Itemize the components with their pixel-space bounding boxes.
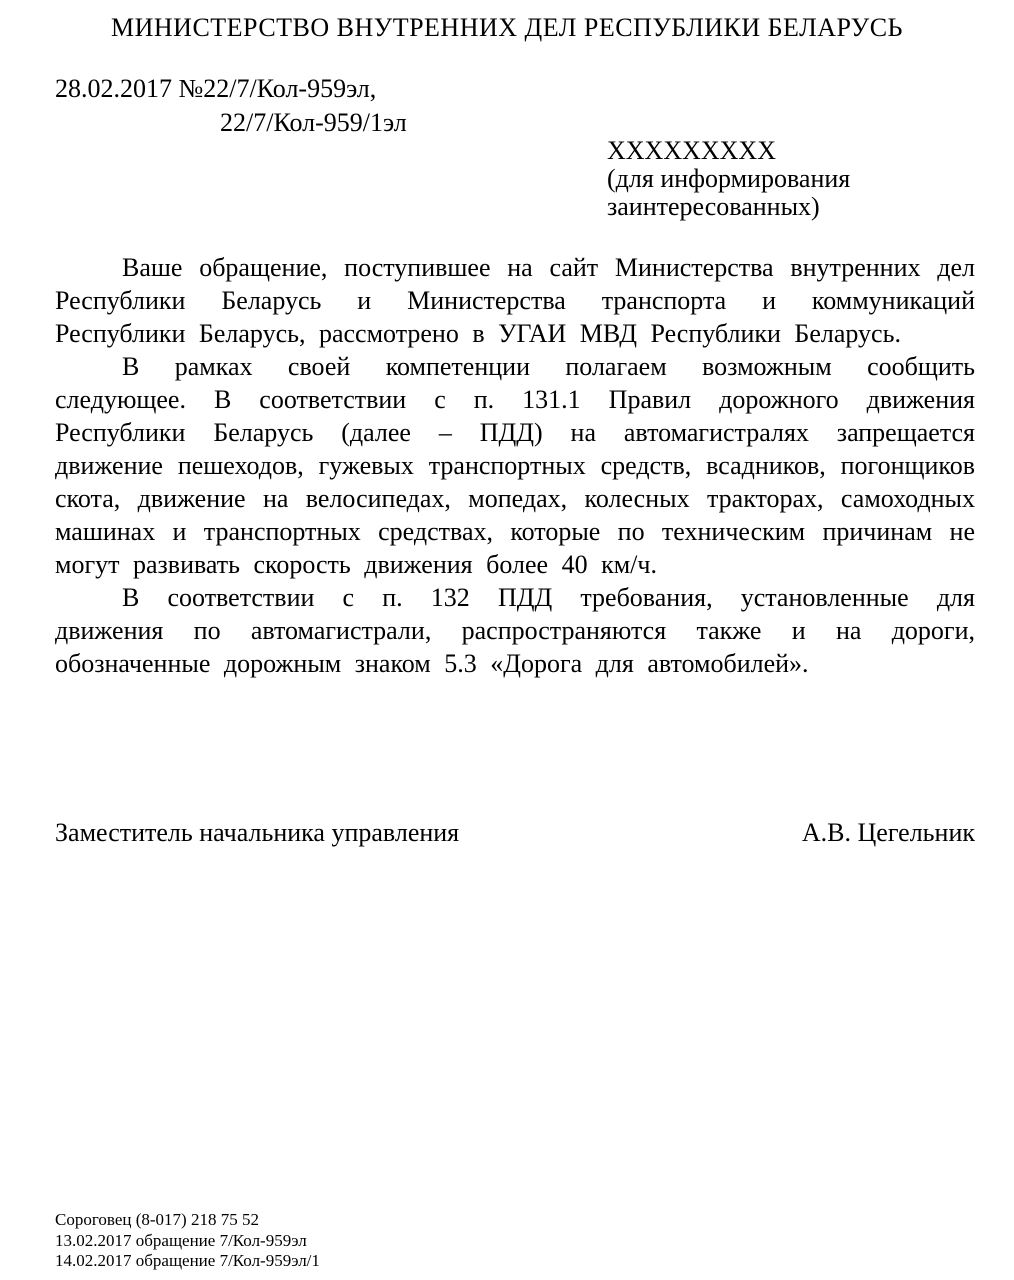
body-paragraph-3: В соответствии с п. 132 ПДД требования, установленные для движения по автомагистрали, распространяются также и на дороги, обозначенные дорожным знаком 5.3 «Дорога для автомобилей». bbox=[55, 583, 975, 678]
footer-reference-line-1: 13.02.2017 обращение 7/Кол-959эл bbox=[55, 1230, 307, 1250]
reference-date-number: 28.02.2017 №22/7/Кол-959эл, bbox=[55, 74, 377, 103]
signer-position-title: Заместитель начальника управления bbox=[55, 818, 460, 847]
footer-reference-line-2: 14.02.2017 обращение 7/Кол-959эл/1 bbox=[55, 1251, 320, 1270]
document-title: МИНИСТЕРСТВО ВНУТРЕННИХ ДЕЛ РЕСПУБЛИКИ БЕЛАРУСЬ bbox=[111, 13, 903, 42]
executor-contact-line: Сороговец (8-017) 218 75 52 bbox=[55, 1210, 259, 1229]
executor-footer bbox=[55, 1210, 320, 1272]
addressee-name-masked: ХХХХХХХХХ bbox=[607, 136, 776, 165]
addressee-note-line1: (для информирования bbox=[607, 164, 851, 193]
signer-name: А.В. Цегельник bbox=[801, 818, 975, 847]
body-paragraph-1: Ваше обращение, поступившее на сайт Министерства внутренних дел Республики Беларусь и Министерства транспорта и коммуникаций Республики Беларусь, рассмотрено в УГАИ МВД Республики Беларусь. bbox=[55, 253, 975, 348]
addressee-note-line2: заинтересованных) bbox=[607, 192, 820, 221]
reference-block bbox=[55, 72, 407, 140]
reference-number-secondary: 22/7/Кол-959/1эл bbox=[220, 108, 407, 137]
addressee-block bbox=[607, 137, 850, 221]
letter-body bbox=[55, 251, 975, 680]
signature-row bbox=[55, 816, 975, 849]
body-paragraph-2: В рамках своей компетенции полагаем возможным сообщить следующее. В соответствии с п. 131.1 Правил дорожного движения Республики Беларусь (далее – ПДД) на автомагистралях запрещается движение пешеходов, гужевых транспортных средств, всадников, погонщиков скота, движение на велосипедах, мопедах, колесных тракторах, самоходных машинах и транспортных средствах, которые по техническим причинам не могут развивать скорость движения более 40 км/ч. bbox=[55, 352, 975, 579]
